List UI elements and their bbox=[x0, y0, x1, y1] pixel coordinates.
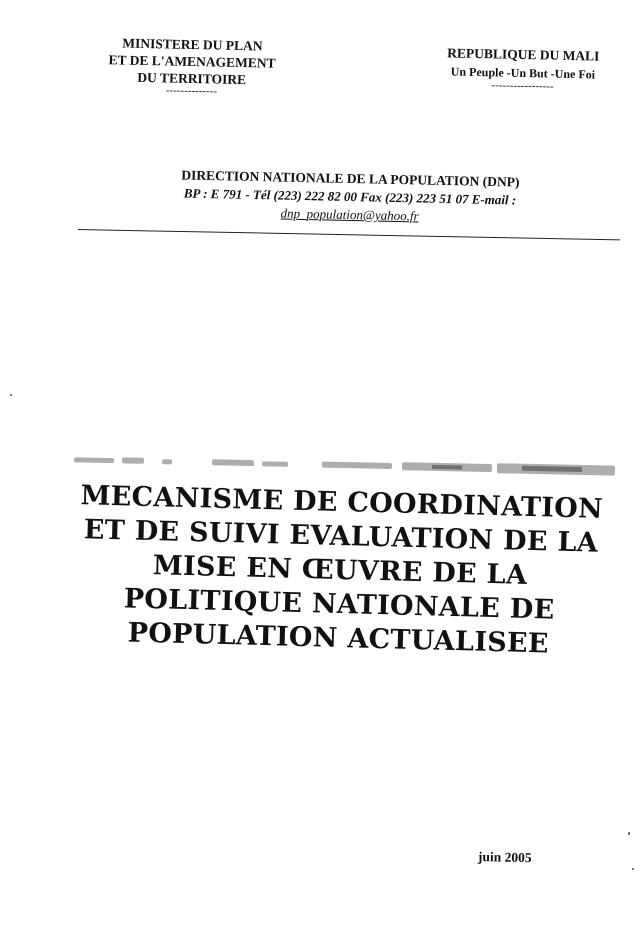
header-divider bbox=[78, 229, 620, 240]
scan-smudge bbox=[72, 448, 617, 481]
ministry-header bbox=[61, 33, 322, 98]
ministry-line-3: DU TERRITOIRE bbox=[137, 69, 247, 88]
direction-block bbox=[79, 164, 620, 229]
direction-email: dnp_population@yahoo.fr bbox=[280, 205, 419, 224]
direction-name: DIRECTION NATIONALE DE LA POPULATION (DNP) bbox=[181, 167, 520, 190]
title-line-2: ET DE SUIVI EVALUATION DE LA bbox=[83, 514, 599, 559]
ministry-line-2: ET DE L'AMENAGEMENT bbox=[108, 52, 276, 71]
document-date: juin 2005 bbox=[477, 849, 532, 866]
ministry-line-1: MINISTERE DU PLAN bbox=[122, 35, 263, 54]
scan-speck bbox=[628, 832, 630, 835]
title-line-4: POLITIQUE NATIONALE DE bbox=[123, 583, 555, 626]
republic-header bbox=[410, 44, 637, 94]
republic-motto: Un Peuple -Un But -Une Foi bbox=[450, 64, 596, 82]
document-title bbox=[68, 479, 612, 663]
title-line-1: MECANISME DE COORDINATION bbox=[80, 480, 604, 525]
republic-name: REPUBLIQUE DU MALI bbox=[447, 45, 600, 64]
title-line-5: POPULATION ACTUALISEE bbox=[127, 617, 550, 660]
ministry-separator: -------------- bbox=[165, 84, 218, 98]
scan-speck bbox=[10, 394, 12, 396]
title-line-3: MISE EN ŒUVRE DE LA bbox=[152, 550, 528, 591]
republic-separator: ----------------- bbox=[491, 79, 554, 93]
direction-contact: BP : E 791 - Tél (223) 222 82 00 Fax (223) 223 51 07 E-mail : bbox=[183, 185, 517, 208]
scan-speck bbox=[632, 868, 634, 870]
